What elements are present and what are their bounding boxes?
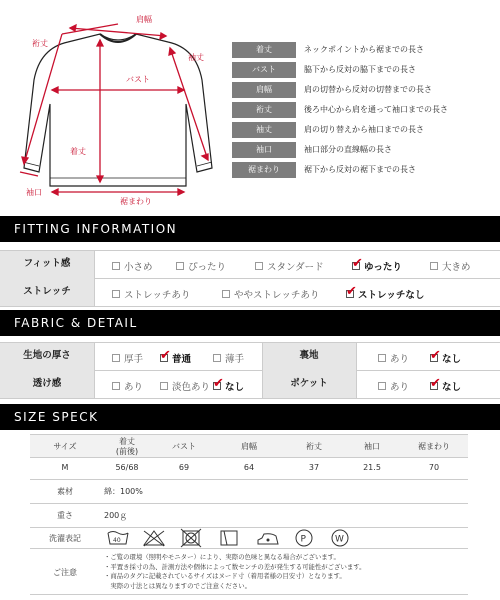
checkbox-option[interactable]: [176, 259, 226, 273]
sodeguchi-line: [20, 172, 38, 176]
option-label: あり: [124, 382, 144, 393]
unchecked-box-icon: [112, 262, 120, 270]
checkbox-option[interactable]: [213, 376, 245, 393]
fabric-section-title: FABRIC & DETAIL: [0, 310, 500, 336]
caution-label: ご注意: [53, 568, 77, 577]
checked-box-icon: [160, 348, 171, 363]
fitting-row-label: ストレッチ: [0, 278, 94, 306]
option-label: 淡色あり: [172, 382, 211, 393]
checkmark-icon: ✔: [160, 348, 171, 363]
option-label: 薄手: [225, 354, 245, 365]
checkbox-option[interactable]: [430, 259, 471, 273]
option-label: ぴったり: [188, 262, 227, 273]
option-label: なし: [442, 382, 462, 393]
unchecked-box-icon: [112, 382, 120, 390]
checkbox-option[interactable]: [160, 379, 210, 393]
label-sodetake: 袖丈: [188, 53, 204, 62]
checkmark-icon: ✔: [346, 284, 357, 299]
option-label: ゆったり: [364, 262, 402, 273]
size-header-susomawari: 裾まわり: [418, 442, 450, 451]
legend-term: 裄丈: [232, 102, 296, 118]
label-bust: バスト: [126, 75, 150, 84]
label-kitake: 着丈: [70, 147, 86, 156]
size-header-sodeguchi: 袖口: [364, 442, 380, 451]
size-cell-susomawari: 70: [428, 463, 440, 472]
size-section-title: SIZE SPECK: [0, 404, 500, 430]
measurement-diagram: [0, 0, 230, 208]
yukitake-line: [62, 24, 118, 34]
caution-line: 実際の寸法とは異なりますのでご注意ください。: [104, 581, 251, 590]
legend-description: 肩の切替から反対の切替までの長さ: [304, 85, 432, 94]
checkbox-option[interactable]: [378, 379, 409, 393]
fabric-row-label: 生地の厚さ: [0, 342, 94, 370]
care-icons: [104, 528, 374, 548]
option-label: なし: [442, 354, 462, 365]
legend-row: [232, 162, 500, 178]
wash-tub-40-icon: [108, 532, 128, 545]
checkmark-icon: ✔: [352, 256, 363, 271]
unchecked-box-icon: [112, 290, 120, 298]
fabric-row-label: 透け感: [0, 370, 94, 398]
line-dry-icon: [221, 531, 237, 545]
checkbox-option[interactable]: [112, 287, 190, 301]
material-label: 素材: [57, 487, 73, 496]
legend-description: 脇下から反対の脇下までの長さ: [304, 65, 416, 74]
size-cell-katahaba: 64: [243, 463, 255, 472]
checkbox-option[interactable]: [112, 351, 143, 365]
fitting-section-title: FITTING INFORMATION: [0, 216, 500, 242]
svg-text:W: W: [335, 534, 344, 545]
legend-row: [232, 82, 500, 98]
checkbox-option[interactable]: [160, 348, 192, 365]
size-cell-bust: 69: [178, 463, 190, 472]
caution-line: ・商品のタグに記載されているサイズはヌード寸（着用者様の目安寸）となります。: [104, 572, 346, 581]
legend-row: [232, 122, 500, 138]
checked-box-icon: [430, 376, 441, 391]
size-cell-sodeguchi: 21.5: [363, 463, 381, 472]
checkbox-option[interactable]: [255, 259, 324, 273]
option-label: あり: [390, 354, 410, 365]
legend-row: [232, 142, 500, 158]
legend-term: 袖口: [232, 142, 296, 158]
option-label: 小さめ: [124, 262, 153, 273]
option-label: なし: [225, 382, 245, 393]
legend-row: [232, 102, 500, 118]
checked-box-icon: [213, 376, 224, 391]
checkbox-option[interactable]: [112, 259, 153, 273]
legend-description: 袖口部分の直線幅の長さ: [304, 145, 392, 154]
label-yukitake: 裄丈: [32, 39, 48, 48]
checkmark-icon: ✔: [430, 348, 441, 363]
wet-clean-w-icon: [332, 530, 348, 546]
size-cell-yukitake: 37: [308, 463, 320, 472]
legend-term: 着丈: [232, 42, 296, 58]
fabric-row-label-2: 裏地: [262, 342, 356, 370]
shirt-outline: [24, 34, 212, 186]
unchecked-box-icon: [176, 262, 184, 270]
no-bleach-icon: [144, 531, 164, 546]
label-sodeguchi: 袖口: [26, 188, 42, 197]
legend-term: 肩幅: [232, 82, 296, 98]
checkbox-option[interactable]: [346, 284, 425, 301]
shoulder-line: [70, 28, 166, 36]
label-katahaba: 肩幅: [136, 15, 152, 24]
caution-line: ・平置き採寸の為、計測方法や個体によって数センチの差が発生する可能性がございます。: [104, 562, 366, 571]
option-label: ストレッチなし: [358, 290, 425, 301]
unchecked-box-icon: [430, 262, 438, 270]
checkbox-option[interactable]: [222, 287, 319, 301]
legend-row: [232, 42, 500, 58]
checkmark-icon: ✔: [430, 376, 441, 391]
checkmark-icon: ✔: [213, 376, 224, 391]
care-label: 洗濯表記: [49, 534, 81, 543]
checkbox-option[interactable]: [430, 348, 462, 365]
unchecked-box-icon: [378, 354, 386, 362]
legend-description: 裾下から反対の裾下までの長さ: [304, 165, 416, 174]
material-value: 綿：100%: [104, 487, 143, 496]
legend-term: 裾まわり: [232, 162, 296, 178]
weight-label: 重さ: [57, 511, 73, 520]
unchecked-box-icon: [255, 262, 263, 270]
size-header-kitake-sub: (前後): [115, 447, 139, 456]
checked-box-icon: [346, 284, 357, 299]
legend-description: ネックポイントから裾までの長さ: [304, 45, 424, 54]
checked-box-icon: [352, 256, 363, 271]
legend-description: 後ろ中心から肩を通って袖口までの長さ: [304, 105, 448, 114]
size-header-katahaba: 肩幅: [241, 442, 257, 451]
size-header-yukitake: 裄丈: [306, 442, 322, 451]
size-header-kitake: 着丈: [119, 437, 135, 446]
iron-icon: [258, 534, 278, 544]
checkbox-option[interactable]: [378, 351, 409, 365]
option-label: スタンダード: [267, 262, 324, 273]
unchecked-box-icon: [160, 382, 168, 390]
unchecked-box-icon: [213, 354, 221, 362]
svg-text:40: 40: [113, 537, 121, 544]
option-label: あり: [390, 382, 410, 393]
legend-description: 肩の切り替えから袖口までの長さ: [304, 125, 424, 134]
size-cell-kitake: 56/68: [115, 463, 139, 472]
checkbox-option[interactable]: [213, 351, 244, 365]
legend-term: バスト: [232, 62, 296, 78]
option-label: 厚手: [124, 354, 144, 365]
option-label: 大きめ: [442, 262, 471, 273]
checkbox-option[interactable]: [112, 379, 143, 393]
svg-text:P: P: [300, 534, 306, 545]
legend-term: 袖丈: [232, 122, 296, 138]
unchecked-box-icon: [378, 382, 386, 390]
option-label: ややストレッチあり: [234, 290, 320, 301]
fitting-row-label: フィット感: [0, 250, 94, 278]
no-tumble-dry-icon: [181, 529, 201, 547]
checkbox-option[interactable]: [352, 256, 402, 273]
unchecked-box-icon: [222, 290, 230, 298]
checked-box-icon: [430, 348, 441, 363]
label-susomawari: 裾まわり: [120, 197, 152, 206]
unchecked-box-icon: [112, 354, 120, 362]
fabric-row-label-2: ポケット: [262, 370, 356, 398]
caution-line: ・ご覧の環境（照明やモニター）により、実際の色味と異なる場合がございます。: [104, 553, 340, 561]
option-label: ストレッチあり: [124, 290, 191, 301]
checkbox-option[interactable]: [430, 376, 462, 393]
size-header-size: サイズ: [53, 442, 77, 451]
size-cell-size: M: [61, 463, 69, 472]
dry-clean-p-icon: [296, 530, 312, 546]
option-label: 普通: [172, 354, 192, 365]
weight-value: 200ｇ: [104, 511, 128, 520]
size-header-bust: バスト: [172, 442, 196, 451]
legend-row: [232, 62, 500, 78]
